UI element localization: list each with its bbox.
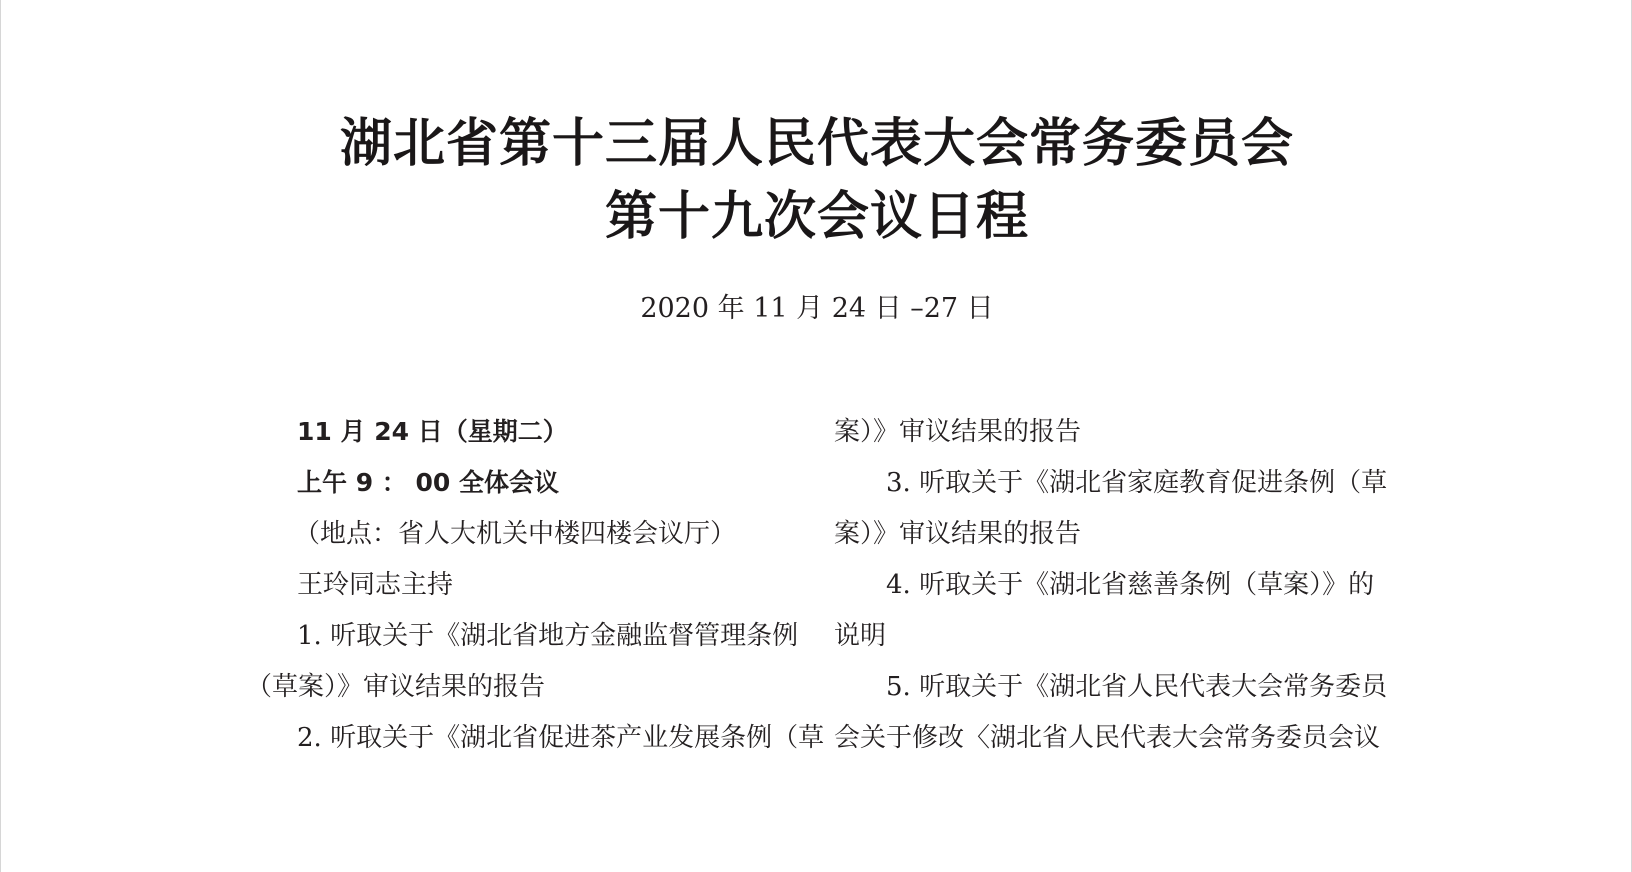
agenda-item-1-line2: （草案）》审议结果的报告 [246,672,546,702]
agenda-item-4-line2: 说明 [834,621,887,651]
agenda-item-3-line1: 3. 听取关于《湖北省家庭教育促进条例（草 [886,468,1388,498]
session-location: （地点：省人大机关中楼四楼会议厅） [294,519,737,549]
session-host: 王玲同志主持 [297,570,454,600]
document-title-line2: 第十九次会议日程 [604,187,1029,247]
agenda-item-3-line2: 案）》审议结果的报告 [834,519,1082,549]
agenda-item-5-line1: 5. 听取关于《湖北省人民代表大会常务委员 [886,672,1388,702]
schedule-day-heading: 11 月 24 日（星期二） [297,417,568,446]
agenda-item-2-line2: 案）》审议结果的报告 [834,417,1082,447]
document-title-line1: 湖北省第十三届人民代表大会常务委员会 [339,114,1294,174]
meeting-date-range: 2020 年 11 月 24 日 –27 日 [640,293,994,324]
agenda-item-1-line1: 1. 听取关于《湖北省地方金融监督管理条例 [297,621,799,651]
agenda-item-4-line1: 4. 听取关于《湖北省慈善条例（草案）》的 [886,570,1375,600]
session-time-heading: 上午 9 ： 00 全体会议 [297,468,560,497]
agenda-item-5-line2: 会关于修改〈湖北省人民代表大会常务委员会议 [834,723,1381,753]
agenda-item-2-line1: 2. 听取关于《湖北省促进茶产业发展条例（草 [297,723,825,753]
